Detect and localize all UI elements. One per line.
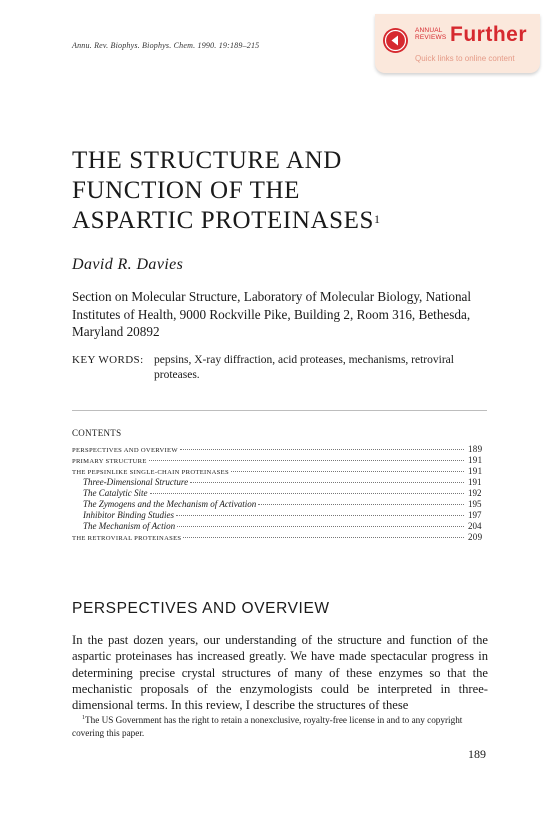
toc-entry-page: 191 [468,477,482,487]
title-footnote-mark[interactable]: 1 [374,212,381,226]
toc-leader [176,515,464,516]
toc-entry-page: 197 [468,510,482,520]
article-title [72,146,381,236]
toc-subentry[interactable] [72,477,488,488]
toc-subentry[interactable] [72,499,488,510]
toc-leader [183,537,464,538]
toc-entry-label: The Zymogens and the Mechanism of Activation [83,499,257,509]
table-of-contents [72,444,488,543]
section-heading: PERSPECTIVES AND OVERVIEW [72,600,330,617]
toc-entry-page: 189 [468,444,483,454]
toc-entry[interactable] [72,455,488,466]
toc-entry-label: Three-Dimensional Structure [83,477,189,487]
title-line-1: THE STRUCTURE AND [72,147,342,174]
further-small-line1: ANNUAL [415,27,443,34]
footnote-text: The US Government has the right to retain a nonexclusive, royalty-free license in and to any copyright covering this paper. [72,715,463,739]
toc-leader [231,471,464,472]
body-paragraph: In the past dozen years, our understanding of the structure and function of the aspartic proteinases has increased greatly. We have made spectacular progress in determining precise crystal structures of many of these enzymes so that the mechanistic proposals of the enzymologists could be interpreted in three-dimensional terms. In this review, I describe the structures of these [72,633,488,713]
toc-entry-page: 195 [468,499,482,509]
footnote [72,712,488,740]
toc-entry-page: 192 [468,488,482,498]
toc-subentry[interactable] [72,521,488,532]
contents-heading: CONTENTS [72,428,122,438]
further-title: Further [450,23,527,46]
title-line-3-text: ASPARTIC PROTEINASES [72,207,375,234]
toc-entry-label: Inhibitor Binding Studies [83,510,174,520]
toc-entry-label: PERSPECTIVES AND OVERVIEW [72,447,178,454]
toc-leader [177,526,464,527]
toc-subentry[interactable] [72,510,488,521]
further-small-line2: REVIEWS [415,34,447,41]
toc-entry-label: PRIMARY STRUCTURE [72,458,147,465]
toc-entry[interactable] [72,444,488,455]
journal-reference: Annu. Rev. Biophys. Biophys. Chem. 1990. 19:189–215 [72,41,260,50]
toc-entry-label: THE RETROVIRAL PROTEINASES [72,535,182,542]
toc-entry-page: 209 [468,532,483,542]
toc-entry-label: The Mechanism of Action [83,521,176,531]
title-line-2: FUNCTION OF THE [72,177,300,204]
toc-entry[interactable] [72,532,488,543]
author-name: David R. Davies [72,256,184,273]
further-badge[interactable] [375,14,540,73]
further-brand-small [415,27,446,41]
toc-subentry[interactable] [72,488,488,499]
play-icon [383,28,408,53]
toc-leader [150,493,465,494]
footnote-mark: 1 [82,715,85,721]
toc-leader [190,482,464,483]
divider [72,410,487,411]
page-number: 189 [468,747,486,761]
toc-entry-page: 204 [468,521,482,531]
toc-entry[interactable] [72,466,488,477]
toc-leader [149,460,464,461]
toc-leader [258,504,464,505]
toc-entry-label: THE PEPSINLIKE SINGLE-CHAIN PROTEINASES [72,469,229,476]
title-line-3 [72,206,381,236]
toc-leader [180,449,464,450]
toc-entry-page: 191 [468,455,483,465]
toc-entry-label: The Catalytic Site [83,488,148,498]
author-affiliation: Section on Molecular Structure, Laboratory of Molecular Biology, National Institutes of Health, 9000 Rockville Pike, Building 2, Room 316, Bethesda, Maryland 20892 [72,289,472,339]
further-subtitle: Quick links to online content [415,54,515,63]
toc-entry-page: 191 [468,466,483,476]
keywords-list: pepsins, X-ray diffraction, acid proteases, mechanisms, retroviral proteases. [154,354,454,381]
keywords-label: KEY WORDS: [72,354,144,366]
